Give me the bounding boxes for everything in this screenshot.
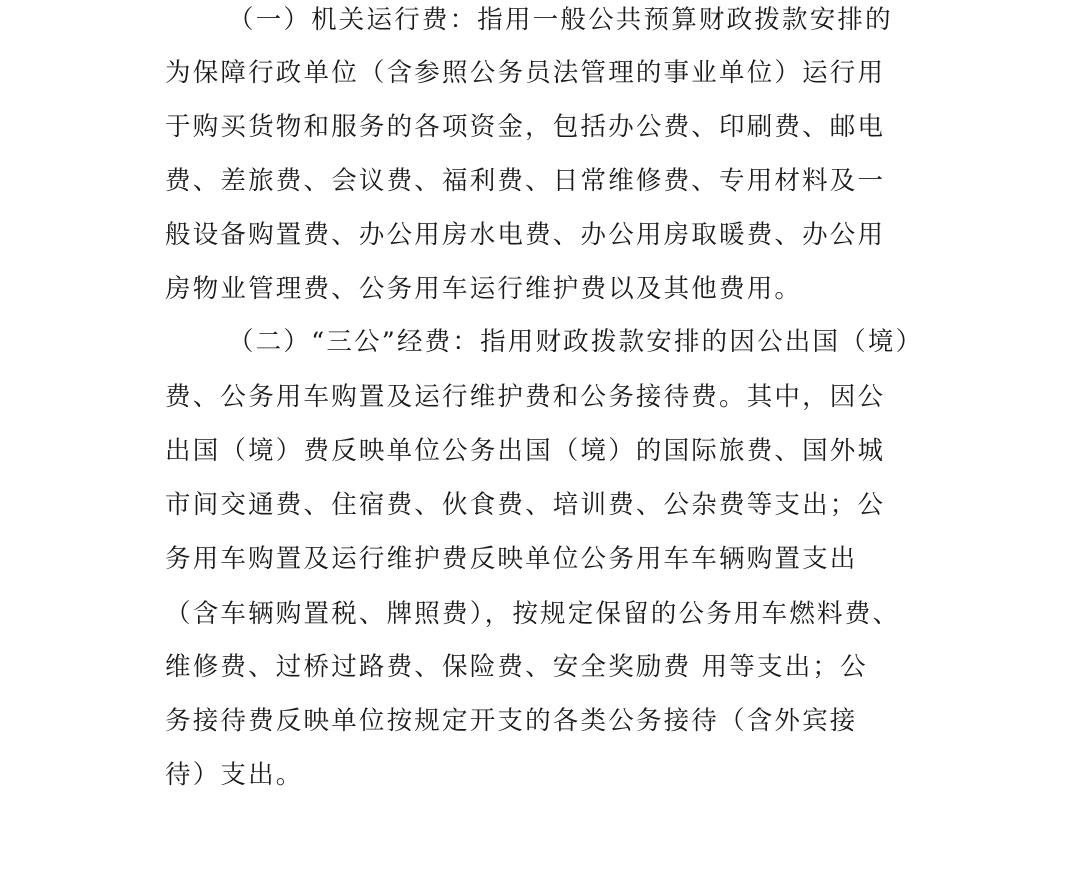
paragraph-line: 费、公务用车购置及运行维护费和公务接待费。其中，因公 [165, 382, 886, 412]
paragraph-line: 务用车购置及运行维护费反映单位公务用车车辆购置支出 [165, 544, 858, 574]
paragraph-line: 般设备购置费、办公用房水电费、办公用房取暖费、办公用 [165, 220, 886, 250]
paragraph-line: 于购买货物和服务的各项资金，包括办公费、印刷费、邮电 [165, 112, 886, 142]
paragraph-line: 待）支出。 [165, 760, 304, 790]
paragraph-line: 为保障行政单位（含参照公务员法管理的事业单位）运行用 [165, 58, 886, 88]
paragraph-line: （含车辆购置税、牌照费），按规定保留的公务用车燃料费、 [165, 599, 901, 629]
paragraph-line: 出国（境）费反映单位公务出国（境）的国际旅费、国外城 [165, 436, 886, 466]
paragraph-line: 务接待费反映单位按规定开支的各类公务接待（含外宾接 [165, 706, 858, 736]
paragraph-line: 市间交通费、住宿费、伙食费、培训费、公杂费等支出；公 [165, 490, 886, 520]
paragraph-line: （二）“三公”经费：指用财政拨款安排的因公出国（境） [228, 327, 924, 357]
paragraph-line: 维修费、过桥过路费、保险费、安全奖励费 用等支出；公 [165, 652, 868, 682]
paragraph-line: （一）机关运行费：指用一般公共预算财政拨款安排的 [228, 5, 893, 35]
paragraph-line: 费、差旅费、会议费、福利费、日常维修费、专用材料及一 [165, 166, 886, 196]
paragraph-line: 房物业管理费、公务用车运行维护费以及其他费用。 [165, 274, 803, 304]
